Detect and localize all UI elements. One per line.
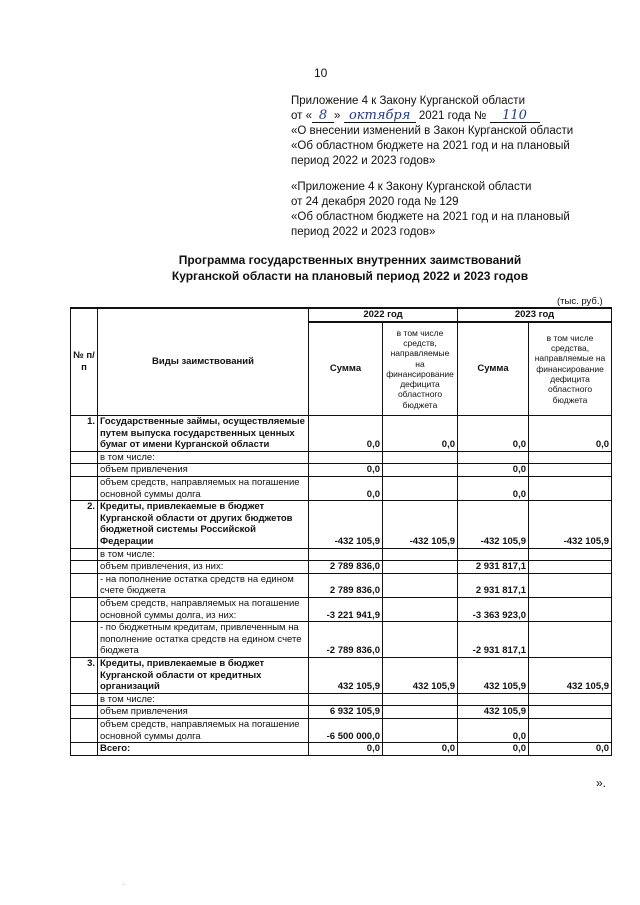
- row-number: [71, 477, 98, 501]
- appendix-original: [291, 180, 621, 240]
- table-row: [71, 451, 612, 464]
- sum-2022-cell: 2 789 836,0: [309, 573, 383, 597]
- appendix-current-line1: Приложение 4 к Закону Курганской области: [291, 95, 525, 107]
- deficit-2022-cell: 0,0: [383, 416, 458, 452]
- row-label: в том числе:: [98, 693, 309, 706]
- row-number: [71, 464, 98, 477]
- deficit-2022-cell: [383, 464, 458, 477]
- sum-2023-cell: 0,0: [458, 718, 529, 742]
- title-line2: Курганской области на плановый период 2022 и 2023 годов: [171, 269, 529, 283]
- row-label: в том числе:: [98, 451, 309, 464]
- row-number: [71, 718, 98, 742]
- sum-2022-cell: 432 105,9: [309, 657, 383, 693]
- sum-2022-cell: 0,0: [309, 477, 383, 501]
- year-text: 2021 года №: [418, 110, 487, 122]
- deficit-2022-cell: [383, 598, 458, 622]
- deficit-2023-cell: 0,0: [529, 743, 612, 756]
- row-label: в том числе:: [98, 548, 309, 561]
- deficit-2022-cell: -432 105,9: [383, 501, 458, 548]
- month-handwritten: октября: [344, 109, 416, 123]
- table-row: [71, 598, 612, 622]
- sum-2023-cell: -432 105,9: [458, 501, 529, 548]
- appendix-current-line3: «О внесении изменений в Закон Курганской области: [291, 125, 574, 137]
- sum-2022-cell: [309, 548, 383, 561]
- deficit-2022-cell: 0,0: [383, 743, 458, 756]
- table-row: [71, 464, 612, 477]
- title-line1: Программа государственных внутренних заимствований: [178, 253, 522, 267]
- header-year-2022: 2022 год: [309, 308, 458, 322]
- row-number: 1.: [71, 416, 98, 452]
- sum-2022-cell: -2 789 836,0: [309, 622, 383, 658]
- table-row: [71, 477, 612, 501]
- header-kind: Виды заимствований: [98, 308, 309, 416]
- row-number: [71, 573, 98, 597]
- deficit-2023-cell: [529, 598, 612, 622]
- deficit-2022-cell: [383, 548, 458, 561]
- sum-2022-cell: [309, 451, 383, 464]
- appendix-current-line4: «Об областном бюджете на 2021 год и на плановый: [291, 140, 570, 152]
- deficit-2023-cell: [529, 573, 612, 597]
- row-number: 2.: [71, 501, 98, 548]
- law-number-handwritten: 110: [490, 109, 540, 123]
- closing-quote: ».: [596, 776, 607, 790]
- header-sum-2022: Сумма: [309, 322, 383, 416]
- deficit-2023-cell: 0,0: [529, 416, 612, 452]
- table-row: [71, 416, 612, 452]
- sum-2023-cell: 0,0: [458, 464, 529, 477]
- deficit-2023-cell: 432 105,9: [529, 657, 612, 693]
- header-deficit-2022: в том числе средств, направляемые на финансирование дефицита областного бюджета: [383, 322, 458, 416]
- sum-2022-cell: -3 221 941,9: [309, 598, 383, 622]
- sum-2023-cell: -2 931 817,1: [458, 622, 529, 658]
- deficit-2023-cell: [529, 718, 612, 742]
- deficit-2022-cell: [383, 573, 458, 597]
- appendix-original-line3: «Об областном бюджете на 2021 год и на плановый: [291, 211, 570, 223]
- page-number: 10: [314, 66, 328, 80]
- header-sum-2023: Сумма: [458, 322, 529, 416]
- table-row: [71, 561, 612, 574]
- deficit-2023-cell: [529, 464, 612, 477]
- table-row: [71, 573, 612, 597]
- row-label: Кредиты, привлекаемые в бюджет Курганской области от других бюджетов бюджетной системы Российской Федерации: [98, 501, 309, 548]
- sum-2023-cell: [458, 451, 529, 464]
- sum-2023-cell: 0,0: [458, 416, 529, 452]
- deficit-2022-cell: [383, 451, 458, 464]
- sum-2022-cell: 2 789 836,0: [309, 561, 383, 574]
- row-label: - на пополнение остатка средств на едином счете бюджета: [98, 573, 309, 597]
- row-number: [71, 622, 98, 658]
- sum-2022-cell: [309, 693, 383, 706]
- sum-2022-cell: 0,0: [309, 743, 383, 756]
- row-number: [71, 693, 98, 706]
- sum-2023-cell: 432 105,9: [458, 657, 529, 693]
- row-number: [71, 598, 98, 622]
- deficit-2022-cell: [383, 561, 458, 574]
- header-year-2023: 2023 год: [458, 308, 612, 322]
- row-label: Государственные займы, осуществляемые путем выпуска государственных ценных бумаг от имени Курганской области: [98, 416, 309, 452]
- table-row: [71, 706, 612, 719]
- appendix-original-line1: «Приложение 4 к Закону Курганской области: [291, 181, 532, 193]
- row-label: объем средств, направляемых на погашение основной суммы долга: [98, 477, 309, 501]
- deficit-2023-cell: [529, 693, 612, 706]
- table-row: [71, 501, 612, 548]
- header-num: № п/п: [71, 308, 98, 416]
- appendix-original-line4: период 2022 и 2023 годов»: [291, 226, 436, 238]
- deficit-2022-cell: [383, 706, 458, 719]
- total-row: [71, 743, 612, 756]
- row-number: [71, 548, 98, 561]
- sum-2023-cell: [458, 548, 529, 561]
- deficit-2023-cell: [529, 622, 612, 658]
- appendix-current: [291, 94, 621, 169]
- table-row: [71, 693, 612, 706]
- sum-2023-cell: [458, 693, 529, 706]
- appendix-current-line5: период 2022 и 2023 годов»: [291, 155, 436, 167]
- row-label: - по бюджетным кредитам, привлеченным на пополнение остатка средств на едином счете бюджета: [98, 622, 309, 658]
- deficit-2023-cell: [529, 548, 612, 561]
- row-number: [71, 451, 98, 464]
- deficit-2023-cell: [529, 451, 612, 464]
- row-label: объем средств, направляемых на погашение основной суммы долга, из них:: [98, 598, 309, 622]
- row-label: объем привлечения: [98, 464, 309, 477]
- deficit-2023-cell: [529, 561, 612, 574]
- deficit-2023-cell: -432 105,9: [529, 501, 612, 548]
- document-title: [90, 252, 610, 284]
- sum-2022-cell: 0,0: [309, 416, 383, 452]
- deficit-2022-cell: [383, 718, 458, 742]
- deficit-2023-cell: [529, 477, 612, 501]
- deficit-2022-cell: [383, 477, 458, 501]
- from-label: от: [291, 110, 303, 122]
- borrowing-table: [70, 307, 612, 756]
- row-number: [71, 743, 98, 756]
- quote-close: »: [334, 110, 341, 122]
- sum-2023-cell: 0,0: [458, 477, 529, 501]
- day-handwritten: 8: [312, 109, 334, 123]
- row-number: 3.: [71, 657, 98, 693]
- deficit-2023-cell: [529, 706, 612, 719]
- unit-label: (тыс. руб.): [557, 296, 603, 307]
- deficit-2022-cell: [383, 693, 458, 706]
- table-row: [71, 548, 612, 561]
- sum-2022-cell: -6 500 000,0: [309, 718, 383, 742]
- sum-2023-cell: -3 363 923,0: [458, 598, 529, 622]
- sum-2022-cell: -432 105,9: [309, 501, 383, 548]
- table-row: [71, 622, 612, 658]
- sum-2023-cell: 432 105,9: [458, 706, 529, 719]
- table-row: [71, 718, 612, 742]
- row-label: Всего:: [98, 743, 309, 756]
- footer-mark: ·: [122, 880, 125, 889]
- row-number: [71, 561, 98, 574]
- sum-2023-cell: 2 931 817,1: [458, 573, 529, 597]
- quote-open: «: [305, 110, 313, 122]
- appendix-original-line2: от 24 декабря 2020 года № 129: [291, 196, 459, 208]
- table-row: [71, 657, 612, 693]
- table-body: [71, 416, 612, 756]
- deficit-2022-cell: 432 105,9: [383, 657, 458, 693]
- row-label: объем средств, направляемых на погашение основной суммы долга: [98, 718, 309, 742]
- row-label: Кредиты, привлекаемые в бюджет Курганской области от кредитных организаций: [98, 657, 309, 693]
- appendix-current-line2: [291, 109, 621, 124]
- table-header: [71, 308, 612, 416]
- sum-2022-cell: 6 932 105,9: [309, 706, 383, 719]
- deficit-2022-cell: [383, 622, 458, 658]
- row-number: [71, 706, 98, 719]
- row-label: объем привлечения, из них:: [98, 561, 309, 574]
- row-label: объем привлечения: [98, 706, 309, 719]
- sum-2023-cell: 2 931 817,1: [458, 561, 529, 574]
- header-deficit-2023: в том числе средства, направляемые на финансирование дефицита областного бюджета: [529, 322, 612, 416]
- sum-2023-cell: 0,0: [458, 743, 529, 756]
- sum-2022-cell: 0,0: [309, 464, 383, 477]
